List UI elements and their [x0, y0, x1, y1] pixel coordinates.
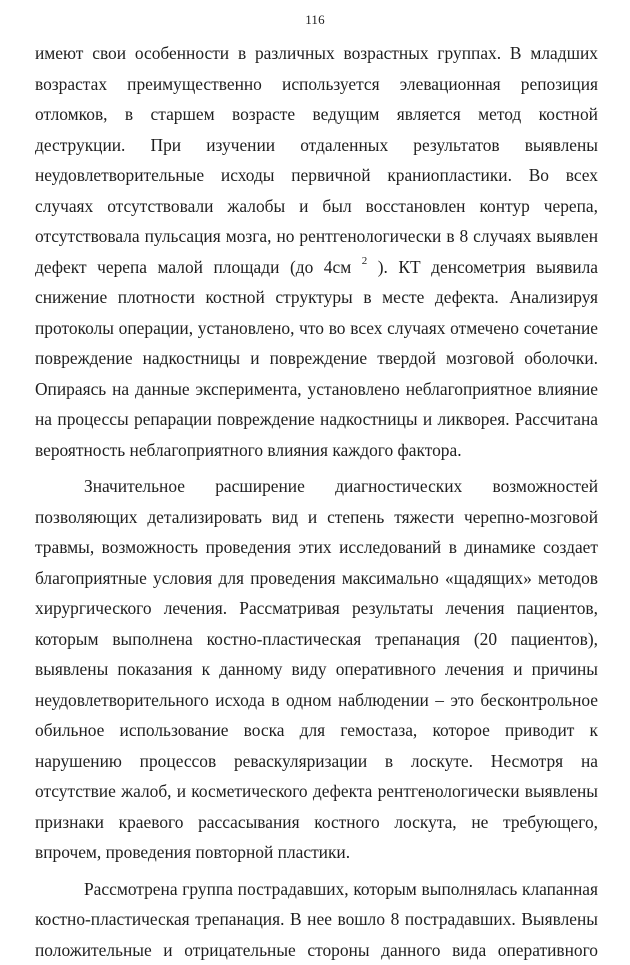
text-line: нарушению процессов реваскуляризации в лоскуте. Несмотря на: [35, 746, 598, 777]
text-line-with-superscript: [35, 252, 598, 283]
text-line: Опираясь на данные эксперимента, установлено неблагоприятное влияние: [35, 374, 598, 405]
text-line: обильное использование воска для гемостаза, которое приводит к: [35, 715, 598, 746]
page-number: 116: [0, 12, 630, 28]
text-line: Рассмотрена группа пострадавших, которым выполнялась клапанная: [35, 874, 598, 905]
text-line: отсутствовала пульсация мозга, но рентгенологически в 8 случаях выявлен: [35, 221, 598, 252]
text-line: деструкции. При изучении отдаленных результатов выявлены: [35, 130, 598, 161]
text-line: протоколы операции, установлено, что во всех случаях отмечено сочетание: [35, 313, 598, 344]
body-text: [35, 38, 598, 965]
text-segment: дефект черепа малой площади (до 4см: [35, 257, 362, 277]
text-line: впрочем, проведения повторной пластики.: [35, 837, 598, 868]
text-line: Значительное расширение диагностических возможностей: [35, 471, 598, 502]
text-line: которым выполнена костно-пластическая трепанация (20 пациентов),: [35, 624, 598, 655]
text-line: отсутствие жалоб, и косметического дефекта рентгенологически выявлены: [35, 776, 598, 807]
superscript: 2: [362, 255, 368, 267]
paragraph-2: [35, 471, 598, 868]
text-line: случаях отсутствовали жалобы и был восстановлен контур черепа,: [35, 191, 598, 222]
text-line: имеют свои особенности в различных возрастных группах. В младших: [35, 38, 598, 69]
paragraph-1: [35, 38, 598, 465]
text-line: положительные и отрицательные стороны данного вида оперативного: [35, 935, 598, 965]
text-line: вероятность неблагоприятного влияния каждого фактора.: [35, 435, 598, 466]
text-line: неудовлетворительного исхода в одном наблюдении – это бесконтрольное: [35, 685, 598, 716]
text-line: отломков, в старшем возрасте ведущим является метод костной: [35, 99, 598, 130]
text-line: возрастах преимущественно используется элевационная репозиция: [35, 69, 598, 100]
text-line: хирургического лечения. Рассматривая результаты лечения пациентов,: [35, 593, 598, 624]
text-line: позволяющих детализировать вид и степень тяжести черепно-мозговой: [35, 502, 598, 533]
text-line: признаки краевого рассасывания костного лоскута, не требующего,: [35, 807, 598, 838]
text-line: на процессы репарации повреждение надкостницы и ликворея. Рассчитана: [35, 404, 598, 435]
text-segment: ). КТ денсометрия выявила: [367, 257, 598, 277]
text-line: выявлены показания к данному виду оперативного лечения и причины: [35, 654, 598, 685]
text-line: травмы, возможность проведения этих исследований в динамике создает: [35, 532, 598, 563]
text-line: благоприятные условия для проведения максимально «щадящих» методов: [35, 563, 598, 594]
text-line: повреждение надкостницы и повреждение твердой мозговой оболочки.: [35, 343, 598, 374]
text-line: неудовлетворительные исходы первичной краниопластики. Во всех: [35, 160, 598, 191]
paragraph-3: [35, 874, 598, 965]
text-line: снижение плотности костной структуры в месте дефекта. Анализируя: [35, 282, 598, 313]
text-line: костно-пластическая трепанация. В нее вошло 8 пострадавших. Выявлены: [35, 904, 598, 935]
